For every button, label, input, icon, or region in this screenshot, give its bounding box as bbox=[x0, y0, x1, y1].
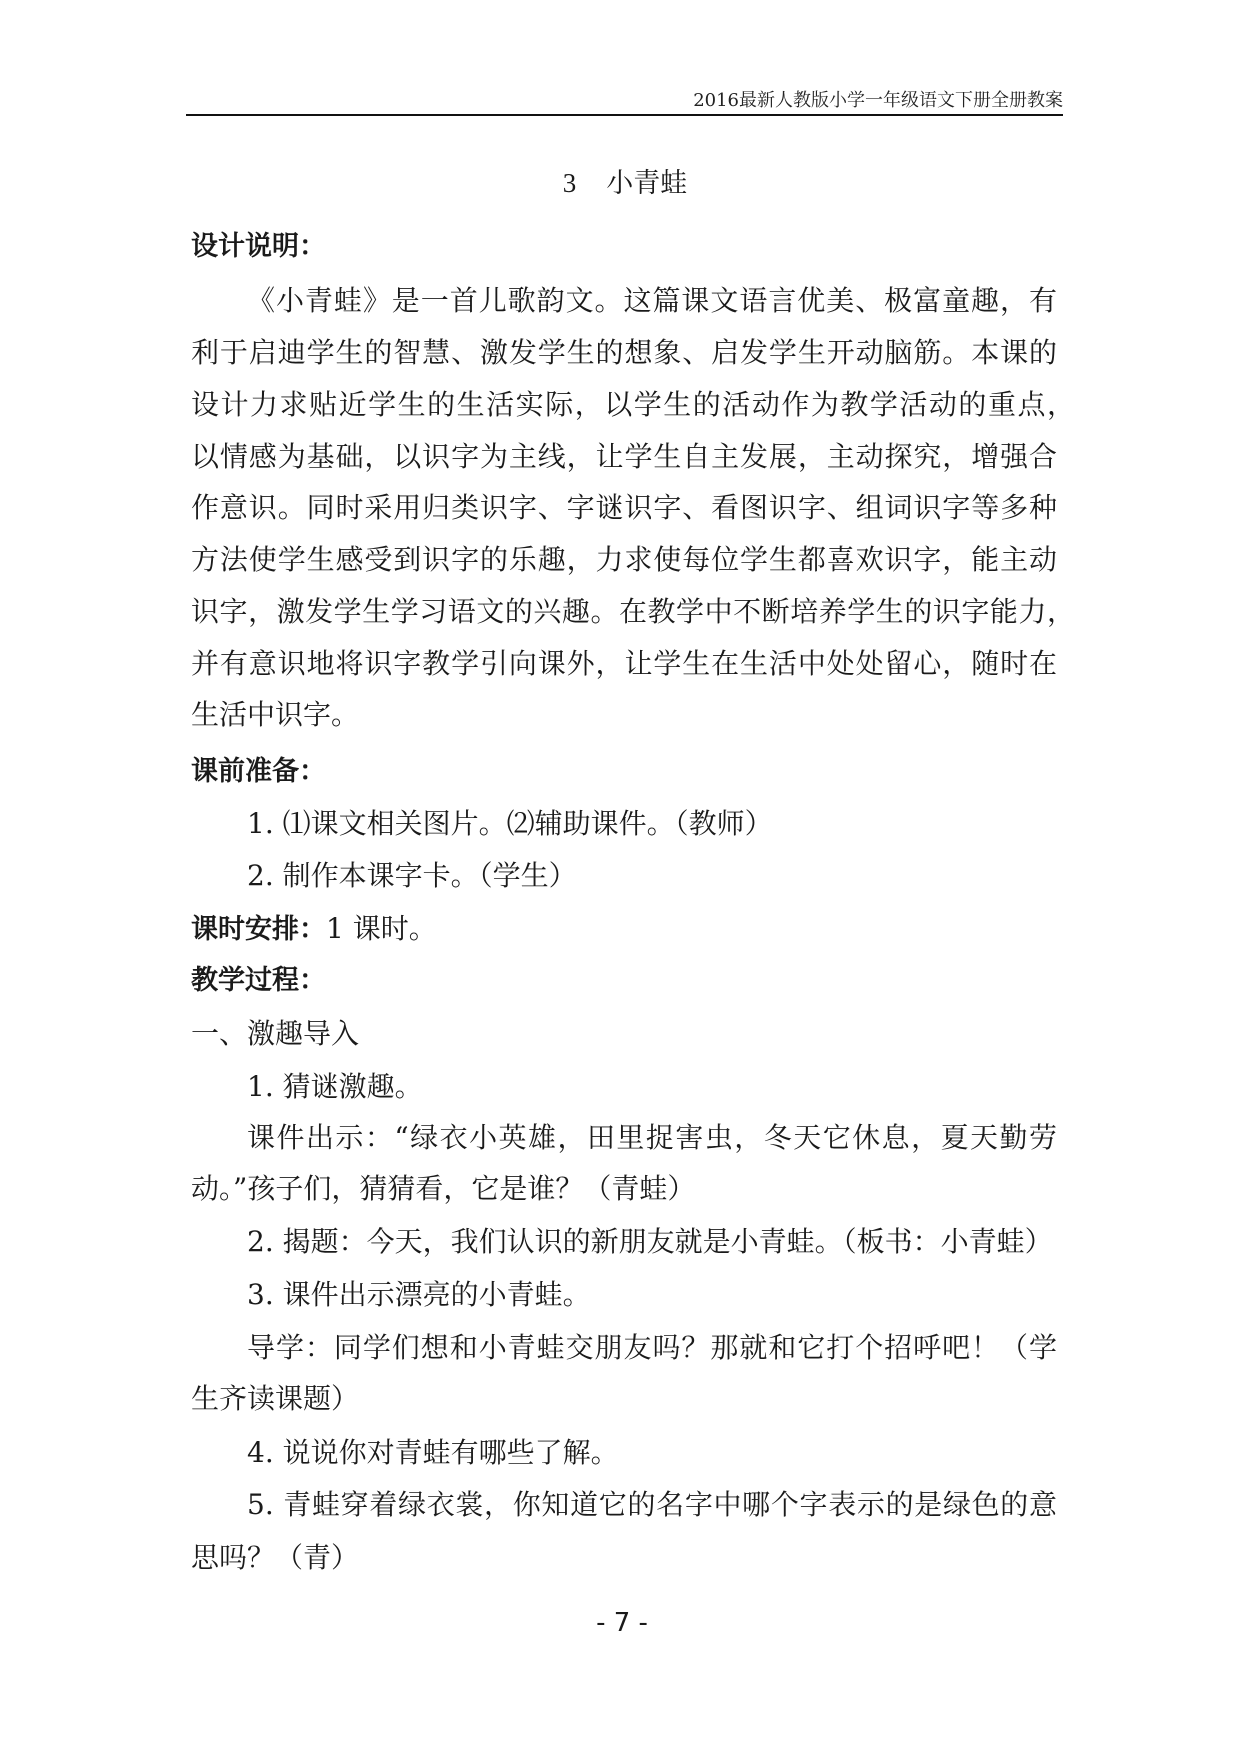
preparation-item: 1. ⑴课文相关图片。⑵辅助课件。（教师） bbox=[247, 807, 773, 840]
section-heading: 一、激趣导入 bbox=[191, 1017, 360, 1050]
process-heading: 教学过程： bbox=[191, 965, 326, 996]
schedule-value: 1 课时。 bbox=[326, 912, 437, 945]
lesson-title bbox=[0, 163, 1241, 203]
design-note-line: 方法使学生感受到识字的乐趣，力求使每位学生都喜欢识字，能主动 bbox=[191, 543, 1057, 576]
lesson-number: 3 bbox=[562, 168, 577, 198]
schedule-line bbox=[191, 903, 1057, 955]
running-header: 2016最新人教版小学一年级语文下册全册教案 bbox=[693, 90, 1063, 111]
design-note-line: 作意识。同时采用归类识字、字谜识字、看图识字、组词识字等多种 bbox=[191, 491, 1057, 524]
design-note-line: 生活中识字。 bbox=[191, 698, 360, 731]
process-line: 4. 说说你对青蛙有哪些了解。 bbox=[247, 1436, 619, 1469]
design-note-line: 以情感为基础，以识字为主线，让学生自主发展，主动探究，增强合 bbox=[191, 440, 1057, 473]
lesson-name: 小青蛙 bbox=[606, 168, 688, 199]
design-note-line: 利于启迪学生的智慧、激发学生的想象、启发学生开动脑筋。本课的 bbox=[191, 336, 1057, 369]
design-note-line: 并有意识地将识字教学引向课外，让学生在生活中处处留心，随时在 bbox=[191, 647, 1057, 680]
design-note-line: 识字，激发学生学习语文的兴趣。在教学中不断培养学生的识字能力， bbox=[191, 595, 1075, 628]
preparation-heading: 课前准备： bbox=[191, 756, 326, 787]
process-line: 生齐读课题） bbox=[191, 1382, 360, 1415]
process-line: 3. 课件出示漂亮的小青蛙。 bbox=[247, 1278, 591, 1311]
design-note-line: 设计力求贴近学生的生活实际，以学生的活动作为教学活动的重点， bbox=[191, 388, 1075, 421]
process-line: 思吗？（青） bbox=[191, 1541, 360, 1574]
process-line: 课件出示：“绿衣小英雄，田里捉害虫，冬天它休息，夏天勤劳 bbox=[247, 1121, 1057, 1154]
page-number: - 7 - bbox=[596, 1608, 648, 1638]
header-rule bbox=[186, 114, 1063, 116]
preparation-item: 2. 制作本课字卡。（学生） bbox=[247, 859, 577, 892]
design-note-heading: 设计说明： bbox=[191, 231, 326, 262]
process-line: 1. 猜谜激趣。 bbox=[247, 1070, 423, 1103]
process-line: 导学：同学们想和小青蛙交朋友吗？那就和它打个招呼吧！（学 bbox=[247, 1331, 1057, 1364]
process-line: 5. 青蛙穿着绿衣裳，你知道它的名字中哪个字表示的是绿色的意 bbox=[247, 1488, 1057, 1521]
process-line: 动。”孩子们，猜猜看，它是谁？（青蛙） bbox=[191, 1172, 696, 1205]
schedule-label: 课时安排： bbox=[191, 914, 326, 945]
design-note-line: 《小青蛙》是一首儿歌韵文。这篇课文语言优美、极富童趣，有 bbox=[247, 284, 1057, 317]
process-line: 2. 揭题：今天，我们认识的新朋友就是小青蛙。（板书：小青蛙） bbox=[247, 1225, 1053, 1258]
